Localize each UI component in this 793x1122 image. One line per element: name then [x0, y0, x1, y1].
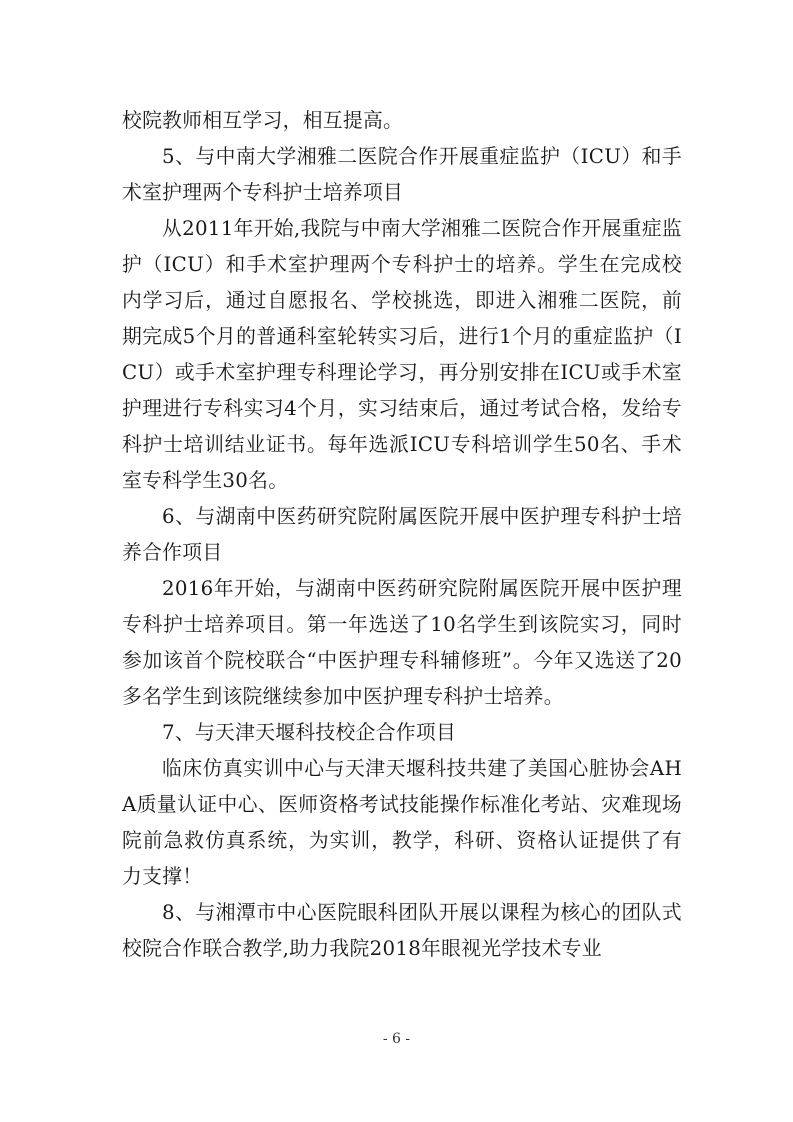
paragraph-icu-program: 从2011年开始,我院与中南大学湘雅二医院合作开展重症监护（ICU）和手术室护理两个专科护士的培养。学生在完成校内学习后，通过自愿报名、学校挑选，即进入湘雅二医院，前期完成5个月的普通科室轮转实习后，进行1个月的重症监护（ICU）或手术室护理专科理论学习，再分别安排在ICU或手术室护理进行专科实习4个月，实习结束后，通过考试合格，发给专科护士培训结业证书。每年选派ICU专科培训学生50名、手术室专科学生30名。: [122, 217, 683, 492]
section-heading-6: 6、与湖南中医药研究院附属医院开展中医护理专科护士培养合作项目: [122, 505, 682, 564]
paragraph-tcm-program: 2016年开始，与湖南中医药研究院附属医院开展中医护理专科护士培养项目。第一年选送了10名学生到该院实习，同时参加该首个院校联合“中医护理专科辅修班”。今年又选送了20多名学生到该院继续参加中医护理专科护士培养。: [122, 577, 682, 708]
section-heading-5: 5、与中南大学湘雅二医院合作开展重症监护（ICU）和手术室护理两个专科护士培养项目: [122, 145, 682, 204]
paragraph-continuation: 校院教师相互学习，相互提高。: [122, 109, 404, 132]
page-number: - 6 -: [382, 1031, 411, 1047]
section-heading-7: 7、与天津天堰科技校企合作项目: [162, 721, 457, 744]
paragraph-simulation-center: 临床仿真实训中心与天津天堰科技共建了美国心脏协会AHA质量认证中心、医师资格考试技能操作标准化考站、灾难现场院前急救仿真系统，为实训，教学，科研、资格认证提供了有力支撑！: [122, 757, 682, 888]
body-text: [122, 103, 682, 967]
section-heading-8: 8、与湘潭市中心医院眼科团队开展以课程为核心的团队式校院合作联合教学,助力我院2018年眼视光学技术专业: [122, 901, 682, 960]
